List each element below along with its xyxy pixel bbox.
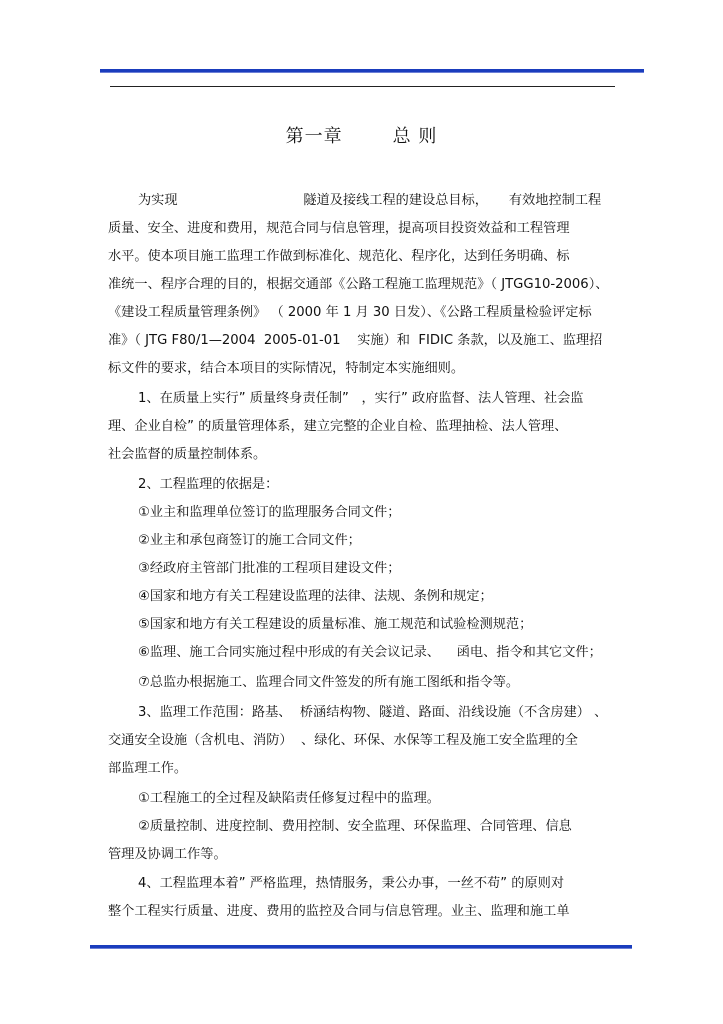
footer-rule-blue-thin xyxy=(90,948,632,949)
paragraph-line: 整个工程实行质量、进度、费用的监控及合同与信息管理。业主、监理和施工单 xyxy=(108,904,570,919)
paragraph-line: 2、工程监理的依据是： xyxy=(138,477,279,492)
list-item: ③经政府主管部门批准的工程项目建设文件； xyxy=(138,561,401,576)
list-item: ⑥监理、施工合同实施过程中形成的有关会议记录、 函电、指令和其它文件； xyxy=(138,645,602,660)
list-item: ②业主和承包商签订的施工合同文件； xyxy=(138,533,361,548)
header-rule-black xyxy=(110,86,615,87)
list-item: ②质量控制、进度控制、费用控制、安全监理、环保监理、合同管理、信息 xyxy=(138,819,572,834)
paragraph-line: 理、企业自检” 的质量管理体系，建立完整的企业自检、监理抽检、法人管理、 xyxy=(108,419,568,434)
paragraph-line: 1、在质量上实行” 质量终身责任制” ，实行” 政府监督、法人管理、社会监 xyxy=(138,391,584,406)
paragraph-line: 部监理工作。 xyxy=(108,761,188,776)
paragraph-line: 准》（ JTG F80/1—2004 2005-01-01 实施）和 FIDIC 条款，以及施工、监理招 xyxy=(108,333,603,348)
paragraph-line: 标文件的要求，结合本项目的实际情况，特制定本实施细则。 xyxy=(108,361,465,376)
paragraph-line: 《建设工程质量管理条例》 （ 2000 年 1 月 30 日发）、《公路工程质量检验评定标 xyxy=(108,305,592,320)
paragraph-line: 社会监督的质量控制体系。 xyxy=(108,447,267,462)
paragraph-line: 质量、安全、进度和费用，规范合同与信息管理，提高项目投资效益和工程管理 xyxy=(108,221,570,236)
paragraph-line: 水平。使本项目施工监理工作做到标准化、规范化、程序化，达到任务明确、标 xyxy=(108,249,570,264)
list-item: ①工程施工的全过程及缺陷责任修复过程中的监理。 xyxy=(138,791,440,806)
list-item: ⑤国家和地方有关工程建设的质量标准、施工规范和试验检测规范； xyxy=(138,617,533,632)
paragraph-line: 管理及协调工作等。 xyxy=(108,847,227,862)
header-rule-blue-thin xyxy=(100,72,644,73)
chapter-title: 总 则 xyxy=(392,126,438,147)
paragraph-line: 4、工程监理本着” 严格监理，热情服务，秉公办事，一丝不苟” 的原则对 xyxy=(138,876,565,891)
page-title xyxy=(0,122,723,148)
chapter-label: 第一章 xyxy=(285,126,343,147)
list-item: ④国家和地方有关工程建设监理的法律、法规、条例和规定； xyxy=(138,589,493,604)
paragraph-line: 为实现 隧道及接线工程的建设总目标， 有效地控制工程 xyxy=(138,193,602,208)
paragraph-line: 3、监理工作范围：路基、 桥涵结构物、隧道、路面、沿线设施（不含房建） 、 xyxy=(138,705,608,720)
paragraph-line: 交通安全设施（含机电、消防） 、绿化、环保、水保等工程及施工安全监理的全 xyxy=(108,733,578,748)
list-item: ①业主和监理单位签订的监理服务合同文件； xyxy=(138,505,401,520)
list-item: ⑦总监办根据施工、监理合同文件签发的所有施工图纸和指令等。 xyxy=(138,675,520,690)
paragraph-line: 准统一、程序合理的目的，根据交通部《公路工程施工监理规范》（ JTGG10-2006）、 xyxy=(108,277,609,292)
